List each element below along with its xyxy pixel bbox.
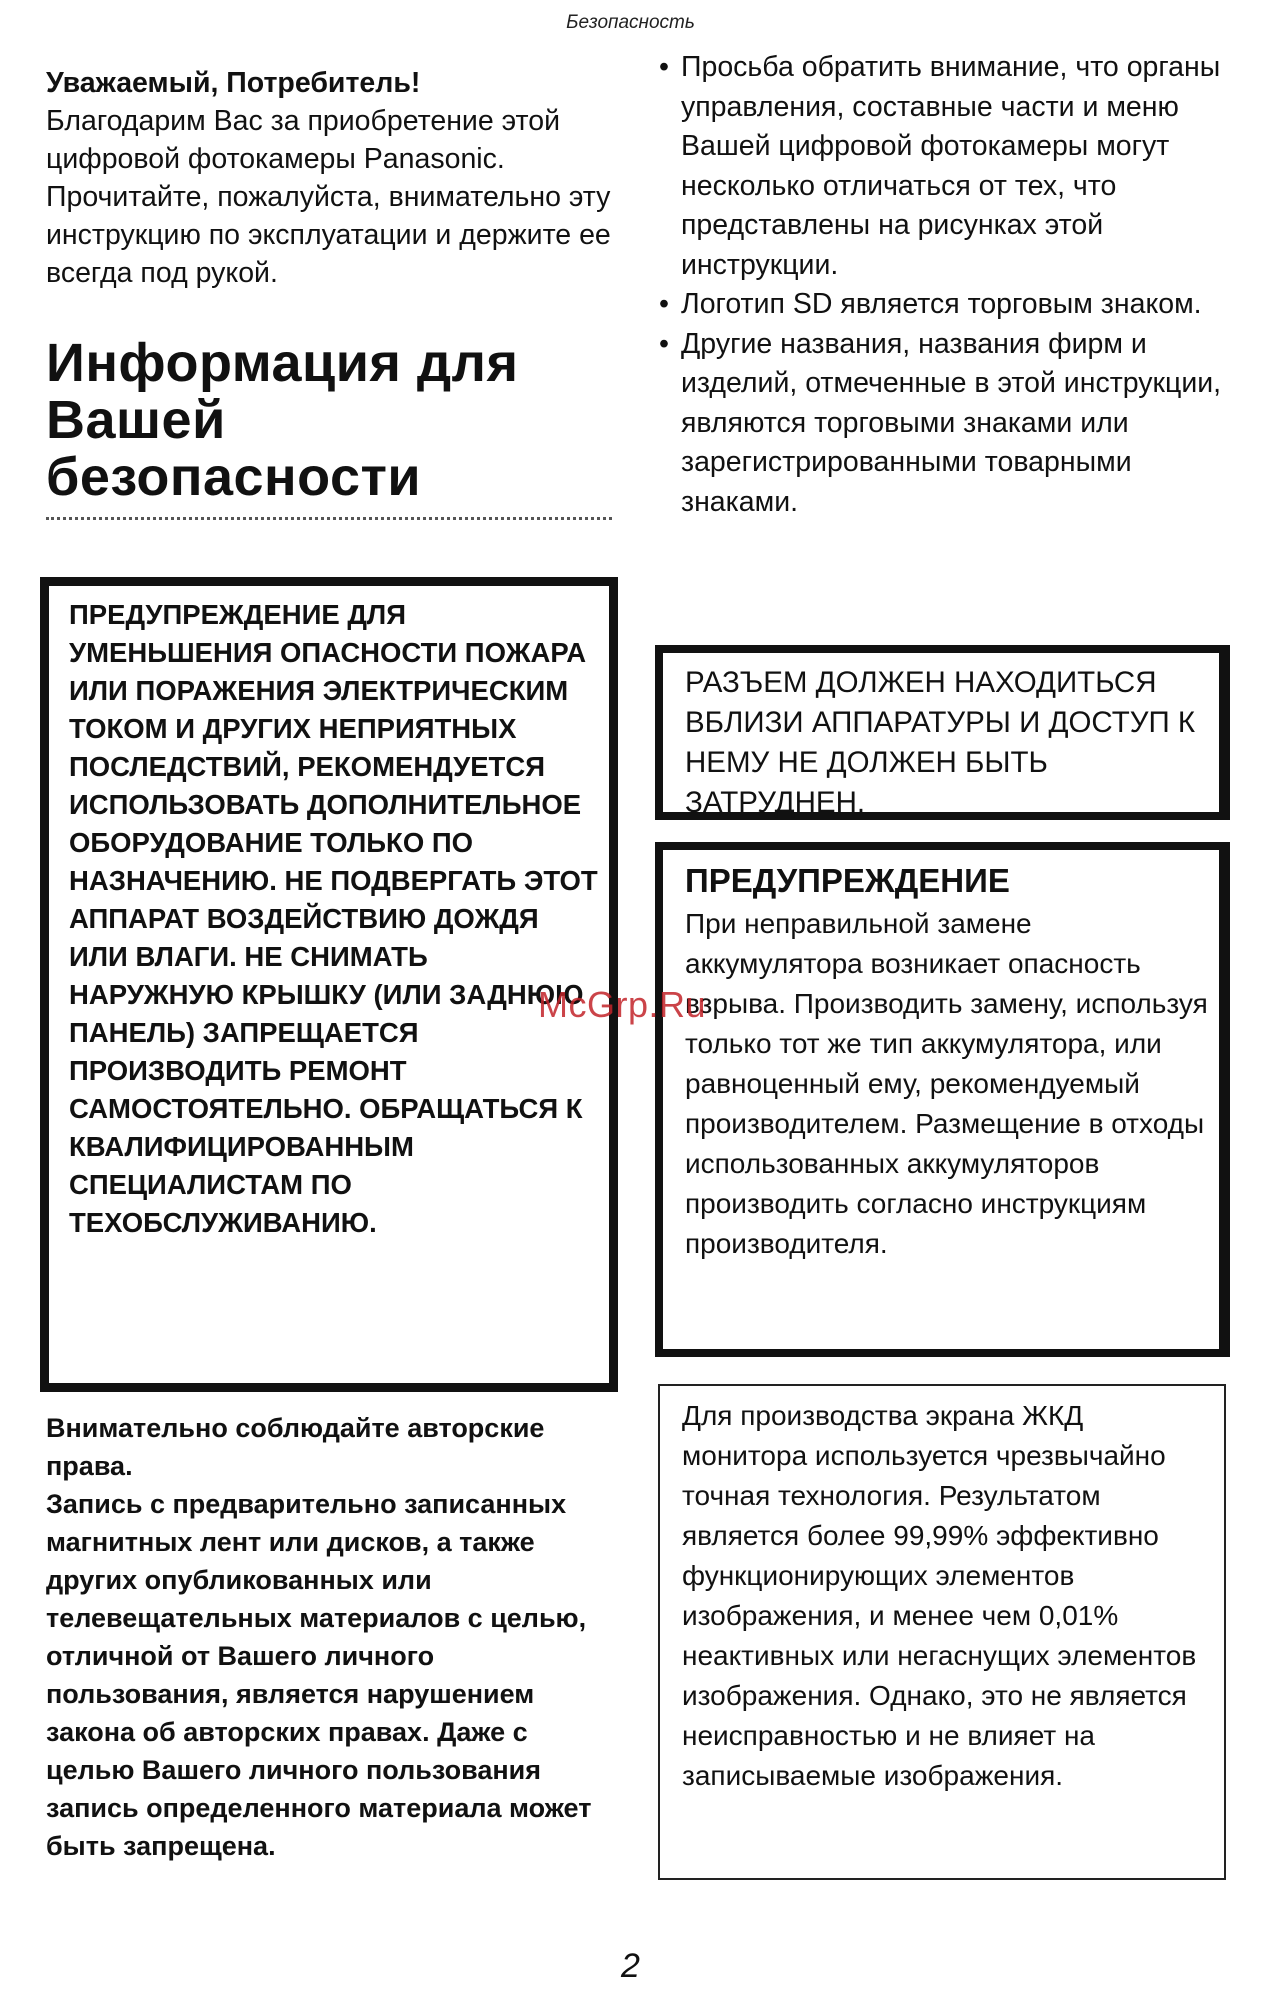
copyright-heading: Внимательно соблюдайте авторские права. [46, 1413, 545, 1481]
bullet-icon: • [659, 327, 669, 360]
copyright-text: Запись с предварительно записанных магнитных лент или дисков, а также других опубликованных или телевещательных материалов с целью, отличной от Вашего личного пользования, является нарушением закона об авторских правах. Даже с целью Вашего личного пользования запись определенного материала может быть запрещена. [46, 1489, 592, 1861]
bullet-icon: • [659, 288, 669, 320]
safety-warning-text: ПРЕДУПРЕЖДЕНИЕ ДЛЯ УМЕНЬШЕНИЯ ОПАСНОСТИ ПОЖАРА ИЛИ ПОРАЖЕНИЯ ЭЛЕКТРИЧЕСКИМ ТОКОМ И ДРУГИХ НЕПРИЯТНЫХ ПОСЛЕДСТВИЙ, РЕКОМЕНДУЕТСЯ ИСПОЛЬЗОВАТЬ ДОПОЛНИТЕЛЬНОЕ ОБОРУДОВАНИЕ ТОЛЬКО ПО НАЗНАЧЕНИЮ. НЕ ПОДВЕРГАТЬ ЭТОТ АППАРАТ ВОЗДЕЙСТВИЮ ДОЖДЯ ИЛИ ВЛАГИ. НЕ СНИМАТЬ НАРУЖНУЮ КРЫШКУ (ИЛИ ЗАДНЮЮ ПАНЕЛЬ) ЗАПРЕЩАЕТСЯ ПРОИЗВОДИТЬ РЕМОНТ САМОСТОЯТЕЛЬНО. ОБРАЩАТЬСЯ К КВАЛИФИЦИРОВАННЫМ СПЕЦИАЛИСТАМ ПО ТЕХОБСЛУЖИВАНИЮ. [69, 599, 598, 1238]
title-underline-divider [46, 517, 612, 520]
notes-list [655, 48, 1230, 522]
note-text: Логотип SD является торговым знаком. [681, 288, 1202, 320]
list-item [655, 48, 1230, 285]
bullet-icon: • [659, 51, 669, 83]
greeting-text: Благодарим Вас за приобретение этой цифровой фотокамеры Panasonic. Прочитайте, пожалуйста, внимательно эту инструкцию по эксплуатации и держите ее всегда под рукой. [46, 105, 611, 289]
section-title: Информация для Вашей безопасности [46, 333, 519, 507]
watermark-logo: McGrp.Ru [538, 984, 707, 1025]
page-number: 2 [621, 1947, 640, 1985]
battery-warning-box [655, 842, 1230, 1357]
list-item [655, 285, 1230, 325]
list-item [655, 325, 1230, 523]
note-text: Другие названия, названия фирм и изделий, отмеченные в этой инструкции, являются торговыми знаками или зарегистрированными товарными знаками. [681, 327, 1222, 518]
note-text: Просьба обратить внимание, что органы управления, составные части и меню Вашей цифровой фотокамеры могут несколько отличаться от тех, что представлены на рисунках этой инструкции. [681, 51, 1221, 281]
greeting-salutation: Уважаемый, Потребитель! [46, 67, 421, 99]
lcd-notice-box [658, 1384, 1226, 1880]
copyright-notice [46, 1409, 616, 1865]
battery-warning-heading: ПРЕДУПРЕЖДЕНИЕ [685, 862, 1010, 899]
running-header: Безопасность [566, 12, 695, 33]
battery-warning-text: При неправильной замене аккумулятора возникает опасность взрыва. Производить замену, используя только тот же тип аккумулятора, или равноценный ему, рекомендуемый производителем. Размещение в отходы использованных аккумуляторов производить согласно инструкциям производителя. [685, 908, 1208, 1259]
lcd-notice-text: Для производства экрана ЖКД монитора используется чрезвычайно точная технология. Результатом является более 99,99% эффективно функционирующих элементов изображения, и менее чем 0,01% неактивных или негаснущих элементов изображения. Однако, это не является неисправностью и не влияет на записываемые изображения. [682, 1400, 1197, 1791]
socket-notice-box [655, 645, 1230, 820]
safety-warning-box [40, 577, 618, 1392]
socket-notice-text: РАЗЪЕМ ДОЛЖЕН НАХОДИТЬСЯ ВБЛИЗИ АППАРАТУРЫ И ДОСТУП К НЕМУ НЕ ДОЛЖЕН БЫТЬ ЗАТРУДНЕН. [685, 666, 1196, 819]
greeting-paragraph [46, 64, 616, 292]
